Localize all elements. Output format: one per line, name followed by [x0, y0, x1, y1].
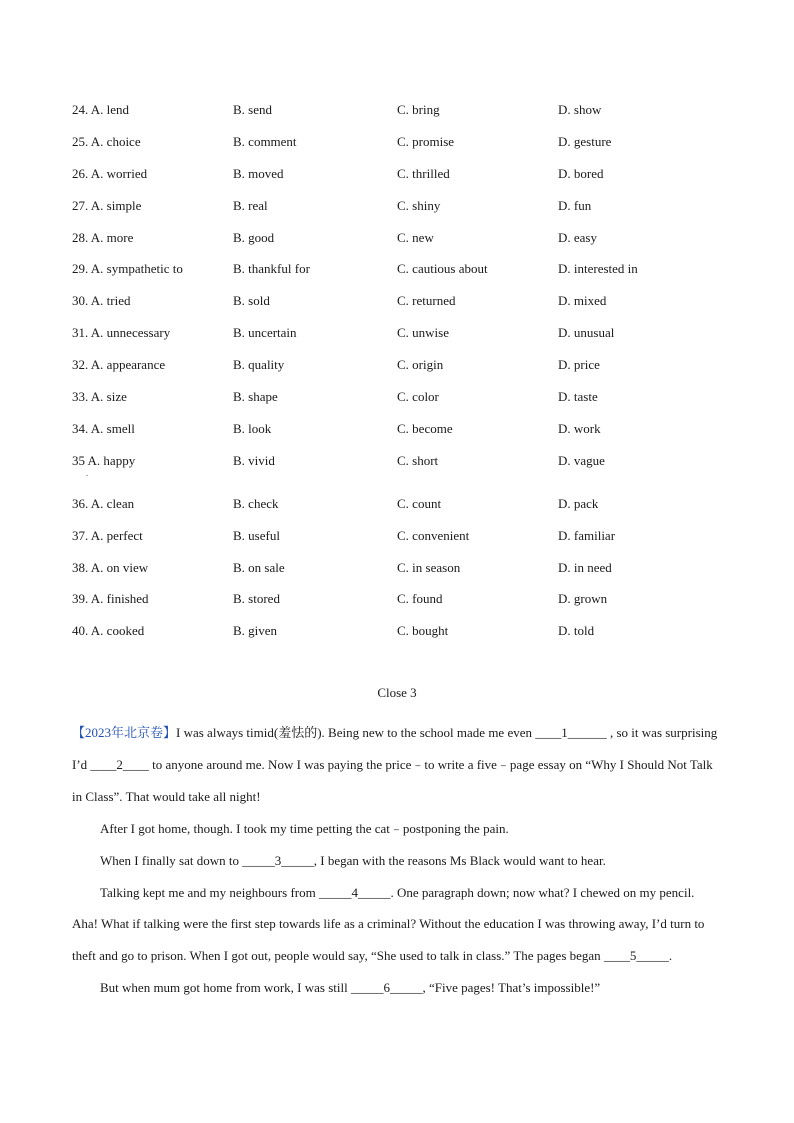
option-d: D. mixed — [558, 293, 607, 309]
option-c: C. thrilled — [397, 165, 450, 181]
option-row-33 — [72, 389, 732, 421]
option-c: C. cautious about — [397, 261, 488, 277]
option-a: 37. A. perfect — [72, 527, 143, 543]
passage-text: . One paragraph down; now what? I chewed on my pencil. Aha! What if talking were the first step towards life as a criminal? Without the education I was throwing away, I’d turn to theft and go to prison. When I got out, people would say, “She used to talk in class.” The pages began — [72, 884, 705, 964]
option-row-27 — [72, 198, 732, 230]
option-row-26 — [72, 166, 732, 198]
option-c: C. promise — [397, 133, 455, 149]
paragraph-1 — [72, 717, 722, 813]
option-c: C. become — [397, 420, 453, 436]
option-b: B. moved — [233, 165, 284, 181]
option-d: D. unusual — [558, 325, 615, 341]
option-d: D. interested in — [558, 261, 638, 277]
paragraph-5 — [72, 972, 722, 1004]
option-b: B. quality — [233, 357, 285, 373]
passage-text: I was always timid(羞怯的). Being new to the school made me even — [176, 725, 536, 740]
option-c: C. bought — [397, 623, 449, 639]
option-row-40 — [72, 623, 732, 655]
blank-4: _____4_____ — [318, 884, 391, 900]
passage-text: to anyone around me. Now I was paying the price﹣to write a five﹣page essay on “Why I Should Not Talk in Class”. That would take all night! — [72, 756, 713, 804]
option-b: B. good — [233, 229, 275, 245]
option-c: C. bring — [397, 102, 440, 117]
option-d: D. bored — [558, 165, 604, 181]
option-d: D. price — [558, 357, 600, 373]
option-d: D. pack — [558, 495, 599, 511]
option-row-32 — [72, 357, 732, 389]
option-row-37 — [72, 528, 732, 560]
option-b: B. look — [233, 420, 272, 436]
option-d: D. vague — [558, 452, 605, 468]
option-b: B. send — [233, 102, 272, 117]
option-c: C. origin — [397, 357, 444, 373]
option-a: 28. A. more — [72, 229, 134, 245]
option-d: D. fun — [558, 197, 592, 213]
passage-text: But when mum got home from work, I was still — [100, 980, 351, 996]
option-c: C. shiny — [397, 197, 441, 213]
answer-options-list — [72, 102, 732, 655]
option-a: 34. A. smell — [72, 420, 135, 436]
option-c: C. new — [397, 229, 434, 245]
option-c: C. short — [397, 452, 439, 468]
stray-dot-mark: . — [86, 468, 88, 478]
option-c: C. unwise — [397, 325, 449, 341]
option-b: B. sold — [233, 293, 270, 309]
passage-text: Talking kept me and my neighbours from — [100, 884, 319, 900]
option-b: B. on sale — [233, 559, 285, 575]
option-row-31 — [72, 325, 732, 357]
blank-6: _____6_____ — [350, 980, 423, 996]
option-b: B. uncertain — [233, 325, 297, 341]
blank-5: ____5_____ — [603, 948, 669, 964]
option-row-25 — [72, 134, 732, 166]
option-d: D. grown — [558, 591, 608, 607]
option-row-35 — [72, 453, 732, 496]
passage-text: , I began with the reasons Ms Black would want to hear. — [313, 852, 606, 868]
option-d: D. easy — [558, 229, 597, 245]
passage-text: When I finally sat down to — [100, 852, 243, 868]
source-label: 【2023年北京卷】 — [72, 725, 177, 740]
option-b: B. given — [233, 623, 278, 639]
option-row-39 — [72, 591, 732, 623]
blank-2: ____2____ — [90, 756, 149, 772]
option-a: 26. A. worried — [72, 165, 148, 181]
option-b: B. stored — [233, 591, 280, 607]
option-a: 31. A. unnecessary — [72, 325, 171, 341]
option-row-28 — [72, 230, 732, 262]
option-d: D. familiar — [558, 527, 616, 543]
option-b: B. vivid — [233, 452, 275, 468]
option-c: C. convenient — [397, 527, 470, 543]
option-d: D. work — [558, 420, 601, 436]
option-a: 30. A. tried — [72, 293, 131, 309]
passage-text: , “Five pages! That’s impossible!” — [422, 980, 601, 996]
option-a: 39. A. finished — [72, 591, 149, 607]
option-row-34 — [72, 421, 732, 453]
option-d: D. show — [558, 102, 602, 117]
option-a: 40. A. cooked — [72, 623, 145, 639]
option-row-24 — [72, 102, 732, 134]
option-row-38 — [72, 560, 732, 592]
passage-text: , so it was surprising I’d — [72, 725, 718, 772]
option-a: 35 A. happy — [72, 452, 136, 468]
option-a: 25. A. choice — [72, 133, 141, 149]
option-b: B. comment — [233, 133, 297, 149]
option-a: 33. A. size — [72, 389, 127, 405]
blank-1: ____1______ — [535, 725, 607, 740]
option-a: 29. A. sympathetic to — [72, 261, 183, 277]
option-c: C. in season — [397, 559, 461, 575]
option-b: B. shape — [233, 389, 278, 405]
option-a: 36. A. clean — [72, 495, 135, 511]
option-c: C. count — [397, 495, 442, 511]
option-c: C. color — [397, 389, 439, 405]
option-a: 27. A. simple — [72, 197, 142, 213]
option-b: B. real — [233, 197, 268, 213]
cloze-passage — [72, 717, 722, 1004]
option-b: B. check — [233, 495, 279, 511]
option-row-36 — [72, 496, 732, 528]
option-d: D. in need — [558, 559, 612, 575]
option-d: D. taste — [558, 389, 598, 405]
option-c: C. returned — [397, 293, 456, 309]
option-d: D. gesture — [558, 133, 612, 149]
passage-text: . — [668, 948, 673, 964]
paragraph-3 — [72, 845, 722, 877]
option-b: B. thankful for — [233, 261, 310, 277]
option-d: D. told — [558, 623, 595, 639]
paragraph-4 — [72, 877, 722, 973]
option-b: B. useful — [233, 527, 280, 543]
section-title: Close 3 — [377, 685, 417, 700]
blank-3: _____3_____ — [242, 852, 314, 868]
paragraph-2: After I got home, though. I took my time petting the cat﹣postponing the pain. — [100, 820, 509, 836]
option-row-29 — [72, 261, 732, 293]
option-c: C. found — [397, 591, 443, 607]
option-row-30 — [72, 293, 732, 325]
option-a: 24. A. lend — [72, 102, 130, 117]
option-a: 32. A. appearance — [72, 357, 166, 373]
option-a: 38. A. on view — [72, 559, 149, 575]
